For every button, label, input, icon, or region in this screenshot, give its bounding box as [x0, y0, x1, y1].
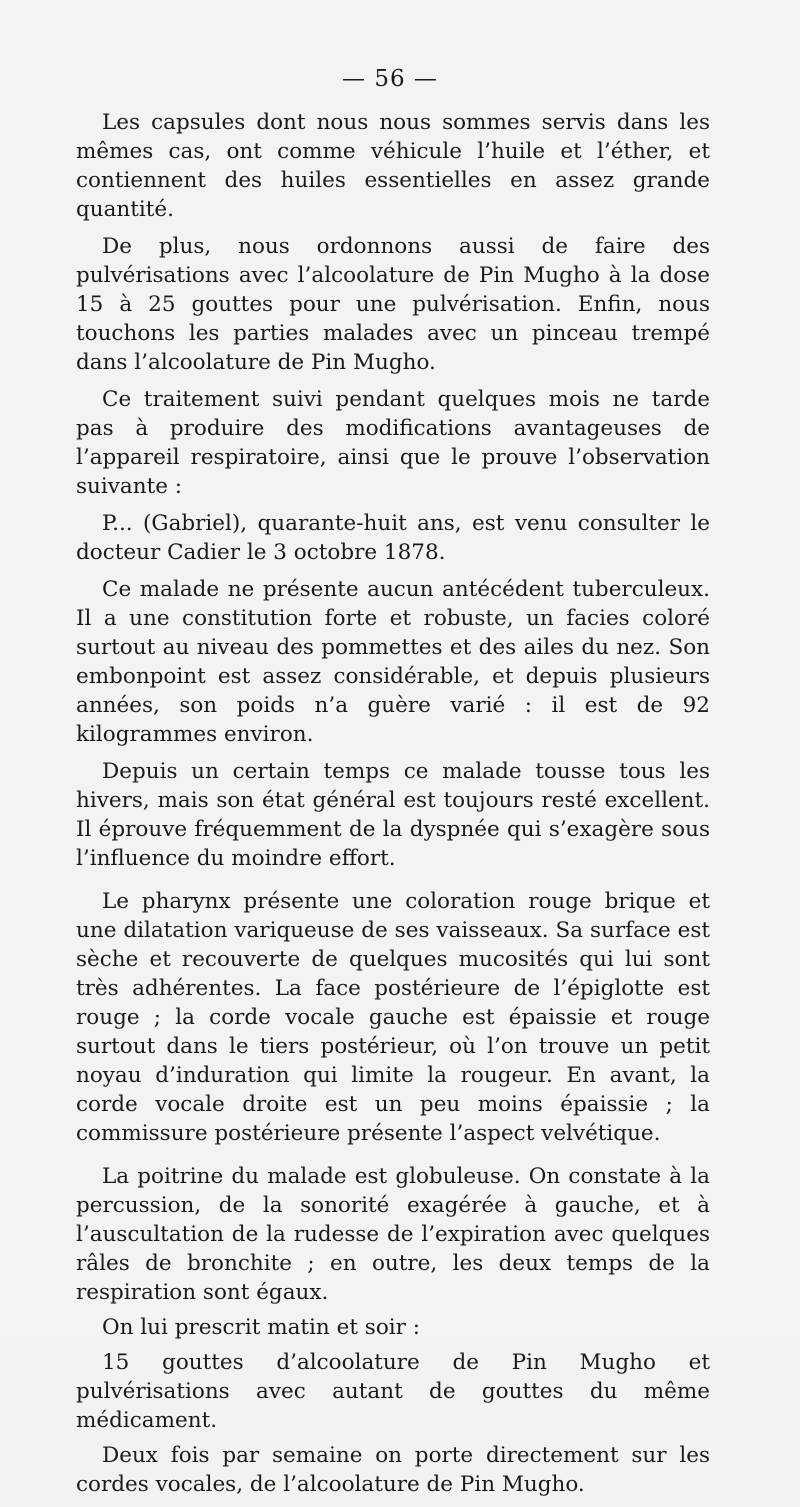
page-number: — 56 — [342, 66, 438, 92]
paragraph-gouttes: 15 gouttes d’alcoolature de Pin Mugho et pulvérisations avec autant de gouttes du même médicament. [76, 1350, 710, 1433]
paragraph-pulverisations: De plus, nous ordonnons aussi de faire des pulvérisations avec l’alcoolature de Pin Mugho à la dose 15 à 25 gouttes pour une pulvérisation. Enfin, nous touchons les parties malades avec un pinceau trempé dans l’alcoolature de Pin Mugho. [76, 234, 710, 375]
body-text [76, 108, 710, 1507]
paragraph-toux: Depuis un certain temps ce malade tousse tous les hivers, mais son état général est toujours resté excellent. Il éprouve fréquemment de la dyspnée qui s’exagère sous l’influence du moindre effort. [76, 759, 710, 871]
paragraph-pharynx: Le pharynx présente une coloration rouge brique et une dilatation variqueuse de ses vaisseaux. Sa surface est sèche et recouverte de quelques mucosités qui lui sont très adhérentes. La face postérieure de l’épiglotte est rouge ; la corde vocale gauche est épaissie et rouge surtout dans le tiers postérieur, où l’on trouve un petit noyau d’induration qui limite la rougeur. En avant, la corde vocale droite est un peu moins épaissie ; la commissure postérieure présente l’aspect velvétique. [76, 889, 710, 1146]
paragraph-capsules: Les capsules dont nous nous sommes servis dans les mêmes cas, ont comme véhicule l’huile et l’éther, et contiennent des huiles essentielles en assez grande quantité. [76, 110, 710, 222]
paragraph-prescription: On lui prescrit matin et soir : [102, 1315, 421, 1340]
paragraph-observation-patient: P... (Gabriel), quarante-huit ans, est venu consulter le docteur Cadier le 3 octobre 1878. [76, 511, 710, 565]
paragraph-antecedents: Ce malade ne présente aucun antécédent tuberculeux. Il a une constitution forte et robuste, un facies coloré surtout au niveau des pommettes et des ailes du nez. Son embonpoint est assez considérable, et depuis plusieurs années, son poids n’a guère varié : il est de 92 kilogrammes environ. [76, 577, 710, 747]
paragraph-traitement: Ce traitement suivi pendant quelques mois ne tarde pas à produire des modifications avantageuses de l’appareil respiratoire, ainsi que le prouve l’observation suivante : [76, 387, 710, 499]
paragraph-poitrine: La poitrine du malade est globuleuse. On constate à la percussion, de la sonorité exagérée à gauche, et à l’auscultation de la rudesse de l’expiration avec quelques râles de bronchite ; en outre, les deux temps de la respiration sont égaux. [76, 1164, 710, 1305]
paragraph-cordes-vocales: Deux fois par semaine on porte directement sur les cordes vocales, de l’alcoolature de Pin Mugho. [76, 1443, 710, 1497]
